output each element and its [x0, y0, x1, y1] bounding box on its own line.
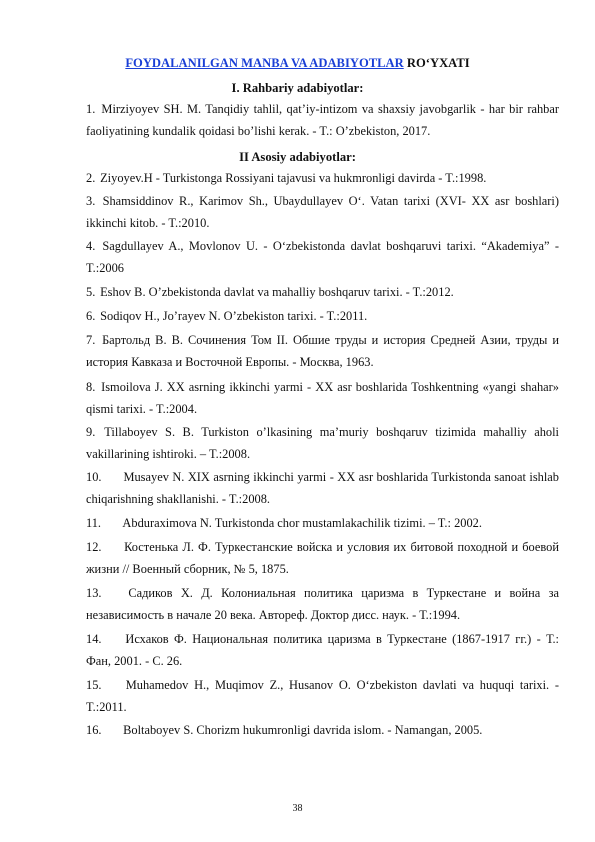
page-number: 38	[292, 803, 303, 814]
item-number: 1.	[86, 102, 96, 116]
item-text: Musayev N. XIX asrning ikkinchi yarmi - XX asr boshlarida Turkistonda sanoat ishlab chiqarishning shakllanishi. - T.:2008.	[86, 470, 559, 506]
item-text: Boltaboyev S. Chorizm hukumronligi davrida islom. - Namangan, 2005.	[123, 723, 483, 737]
item-text: Muhamedov H., Muqimov Z., Husanov O. O‘zbekiston davlati va huquqi tarixi. - T.:2011.	[86, 678, 559, 714]
item-text: Shamsiddinov R., Karimov Sh., Ubaydullayev O‘. Vatan tarixi (XVI- XX asr boshlari) ikkinchi kitob. - T.:2010.	[86, 194, 559, 230]
list-item	[86, 422, 559, 465]
list-item	[86, 306, 559, 328]
page-title	[0, 56, 595, 71]
item-number: 8.	[86, 380, 96, 394]
item-text: Abduraximova N. Turkistonda chor mustamlakachilik tizimi. – T.: 2002.	[122, 516, 482, 530]
item-text: Костенька Л. Ф. Туркестанские войска и условия их битовой походной и боевой жизни // Военный сборник, № 5, 1875.	[86, 540, 559, 576]
list-item	[86, 99, 559, 142]
item-text: Eshov B. O’zbekistonda davlat va mahalliy boshqaruv tarixi. - T.:2012.	[100, 285, 454, 299]
item-number: 15.	[86, 678, 102, 692]
item-text: Sagdullayev A., Movlonov U. - O‘zbekistonda davlat boshqaruvi tarixi. “Akademiya” - T.:2006	[86, 239, 559, 275]
item-text: Ismoilova J. XX asrning ikkinchi yarmi - XX asr boshlarida Toshkentning «yangi shahar» qismi tarixi. - T.:2004.	[86, 380, 559, 416]
item-number: 6.	[86, 309, 96, 323]
item-text: Sodiqov H., Jo’rayev N. O’zbekiston tarixi. - T.:2011.	[100, 309, 368, 323]
item-text: Садиков Х. Д. Колониальная политика царизма в Туркестане и война за независимость в начале 20 века. Автореф. Доктор дисс. наук. - Т.:1994.	[86, 586, 559, 622]
list-item	[86, 168, 559, 190]
item-number: 5.	[86, 285, 96, 299]
list-item	[86, 191, 559, 234]
item-number: 14.	[86, 632, 102, 646]
list-item	[86, 467, 559, 510]
item-number: 10.	[86, 470, 102, 484]
list-item	[86, 720, 559, 742]
item-number: 4.	[86, 239, 96, 253]
item-number: 3.	[86, 194, 96, 208]
list-item	[86, 675, 559, 718]
list-item	[86, 282, 559, 304]
item-number: 2.	[86, 171, 96, 185]
item-text: Tillaboyev S. B. Turkiston o’lkasining ma’muriy boshqaruv tizimida mahalliy aholi vakillarining ishtiroki. – T.:2008.	[86, 425, 559, 461]
item-text: Исхаков Ф. Национальная политика царизма в Туркестане (1867-1917 гг.) - Т.: Фан, 2001. - С. 26.	[86, 632, 559, 668]
list-item	[86, 537, 559, 580]
item-text: Бартольд В. В. Сочинения Том II. Обшие труды и история Средней Азии, труды и история Кавказа и Восточной Европы. - Москва, 1963.	[86, 333, 559, 369]
item-text: Ziyoyev.H - Turkistonga Rossiyani tajavusi va hukmronligi davirda - T.:1998.	[100, 171, 487, 185]
section-heading-2: II Asosiy adabiyotlar:	[239, 150, 356, 164]
title-link[interactable]: FOYDALANILGAN MANBA VA ADABIYOTLAR	[125, 56, 404, 70]
list-item	[86, 236, 559, 279]
item-number: 12.	[86, 540, 102, 554]
item-number: 9.	[86, 425, 96, 439]
section-heading-1: I. Rahbariy adabiyotlar:	[231, 81, 364, 95]
list-item	[86, 330, 559, 373]
item-number: 16.	[86, 723, 102, 737]
list-item	[86, 513, 559, 535]
item-number: 11.	[86, 516, 102, 530]
list-item	[86, 377, 559, 420]
item-number: 7.	[86, 333, 96, 347]
item-text: Mirziyoyev SH. M. Tanqidiy tahlil, qat’iy-intizom va shaxsiy javobgarlik - har bir rahbar faoliyatining kundalik qoidasi bo’lishi kerak. - T.: O’zbekiston, 2017.	[86, 102, 559, 138]
list-item	[86, 583, 559, 626]
list-item	[86, 629, 559, 672]
title-rest: RO‘YXATI	[406, 56, 470, 70]
item-number: 13.	[86, 586, 102, 600]
